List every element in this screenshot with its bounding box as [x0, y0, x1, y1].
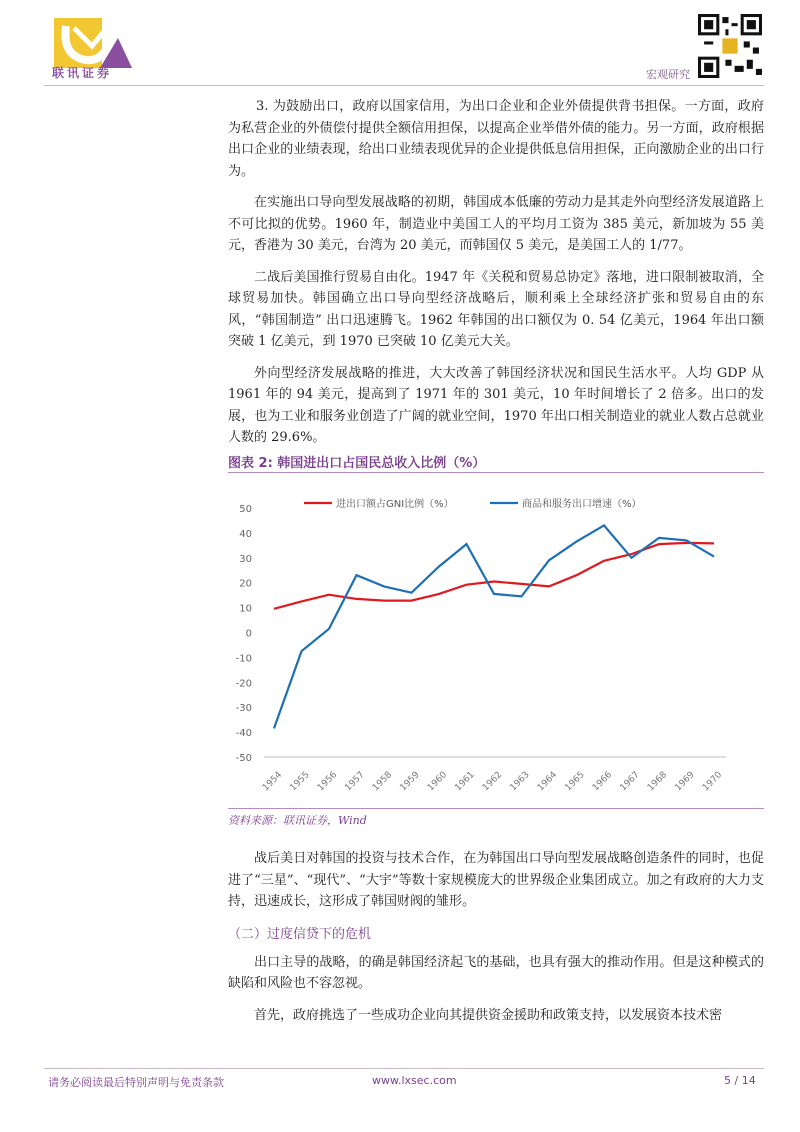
x-tick-label: 1967: [618, 769, 642, 794]
chart-legend: [304, 497, 642, 510]
y-tick-label: -20: [235, 678, 252, 690]
x-tick-label: 1960: [425, 769, 450, 794]
body-text-top: [228, 96, 764, 459]
y-tick-label: 50: [239, 504, 252, 515]
figure-bottom-divider: [228, 808, 764, 809]
x-tick-label: 1955: [288, 769, 312, 794]
y-tick-label: -10: [235, 653, 252, 665]
footer-divider: [44, 1068, 764, 1069]
paragraph: 战后美日对韩国的投资与技术合作，在为韩国出口导向型发展战略创造条件的同时，也促进了“三星”、“现代”、“大宇”等数十家规模庞大的世界级企业集团成立。加之有政府的大力支持，迅速成长，这形成了韩国财阀的雏形。: [228, 851, 764, 909]
x-tick-label: 1954: [260, 769, 285, 794]
paragraph: 二战后美国推行贸易自由化。1947 年《关税和贸易总协定》落地，进口限制被取消，全球贸易加快。韩国确立出口导向型经济战略后，顺利乘上全球经济扩张和贸易自由的东风，“韩国制造” 出口迅速腾飞。1962 年韩国的出口额仅为 0. 54 亿美元，1964 年出口额突破 1 亿美元，到 1970 已突破 10 亿美元大关。: [228, 269, 764, 349]
x-tick-label: 1962: [480, 769, 505, 794]
footer-disclaimer-link[interactable]: 请务必阅读最后特别声明与免责条款: [48, 1076, 224, 1089]
figure-top-divider: [228, 472, 764, 473]
y-tick-label: -40: [235, 728, 252, 740]
page-number: 5 / 14: [724, 1074, 756, 1087]
paragraph: 出口主导的战略，的确是韩国经济起飞的基础，也具有强大的推动作用。但是这种模式的缺陷和风险也不容忽视。: [228, 954, 764, 991]
x-tick-label: 1959: [398, 769, 422, 794]
section-label: 宏观研究: [646, 68, 690, 81]
x-tick-label: 1957: [343, 769, 367, 794]
y-tick-label: 0: [245, 628, 252, 640]
logo-text: 联讯证券: [52, 66, 113, 80]
legend-label: 进出口额占GNI比例（%）: [336, 499, 454, 510]
qr-code-icon: [698, 14, 762, 78]
x-tick-label: 1966: [590, 769, 615, 794]
x-tick-label: 1970: [700, 769, 725, 794]
x-tick-label: 1961: [453, 769, 477, 794]
paragraph: 外向型经济发展战略的推进，大大改善了韩国经济状况和国民生活水平。人均 GDP 从 1961 年的 94 美元，提高到了 1971 年的 301 美元，10 年时间增长了 2 倍多。出口的发展，也为工业和服务业创造了广阔的就业空间，1970 年出口相关制造业的就业人数占总就业人数的 29.6%。: [228, 365, 764, 445]
x-tick-label: 1969: [673, 769, 697, 794]
y-tick-label: -30: [235, 703, 252, 715]
figure-source: 资料来源：联讯证券，Wind: [228, 814, 367, 827]
paragraph: 3. 为鼓励出口，政府以国家信用，为出口企业和企业外债提供背书担保。一方面，政府为私营企业的外债偿付提供全额信用担保，以提高企业举借外债的能力。另一方面，政府根据出口企业的业绩表现，给出口业绩表现优异的企业提供低息信用担保，正向激励企业的出口行为。: [228, 99, 764, 179]
y-tick-label: 20: [239, 578, 252, 590]
chart-series: [274, 525, 714, 728]
legend-label: 商品和服务出口增速（%）: [522, 499, 642, 510]
y-tick-label: 10: [239, 603, 252, 615]
y-tick-label: 30: [239, 553, 252, 565]
paragraph: 首先，政府挑选了一些成功企业向其提供资金援助和政策支持，以发展资本技术密: [254, 1007, 723, 1023]
page-header: [0, 0, 800, 90]
paragraph: 在实施出口导向型发展战略的初期，韩国成本低廉的劳动力是其走外向型经济发展道路上不可比拟的优势。1960 年，制造业中美国工人的平均月工资为 385 美元，新加坡为 55 美元，香港为 30 美元，台湾为 20 美元，而韩国仅 5 美元，是美国工人的 1/77。: [228, 195, 764, 253]
line-chart: [228, 476, 764, 806]
y-axis: [236, 504, 252, 764]
header-divider: [44, 85, 764, 86]
x-tick-label: 1968: [645, 769, 670, 794]
x-axis: [261, 757, 726, 793]
series-line-2: [274, 525, 714, 728]
section-subheading: （二）过度信贷下的危机: [228, 926, 372, 942]
footer-website-link[interactable]: www.lxsec.com: [372, 1074, 457, 1087]
x-tick-label: 1964: [535, 769, 560, 794]
body-text-bottom: [228, 848, 764, 1036]
x-tick-label: 1958: [370, 769, 395, 794]
chart-svg: [228, 476, 764, 806]
x-tick-label: 1965: [563, 769, 587, 794]
figure-title: 图表 2: 韩国进出口占国民总收入比例（%）: [228, 456, 486, 471]
y-tick-label: 40: [239, 528, 252, 540]
x-tick-label: 1963: [508, 769, 532, 794]
series-line-1: [274, 543, 714, 609]
y-tick-label: -50: [235, 753, 252, 764]
x-tick-label: 1956: [315, 769, 340, 794]
